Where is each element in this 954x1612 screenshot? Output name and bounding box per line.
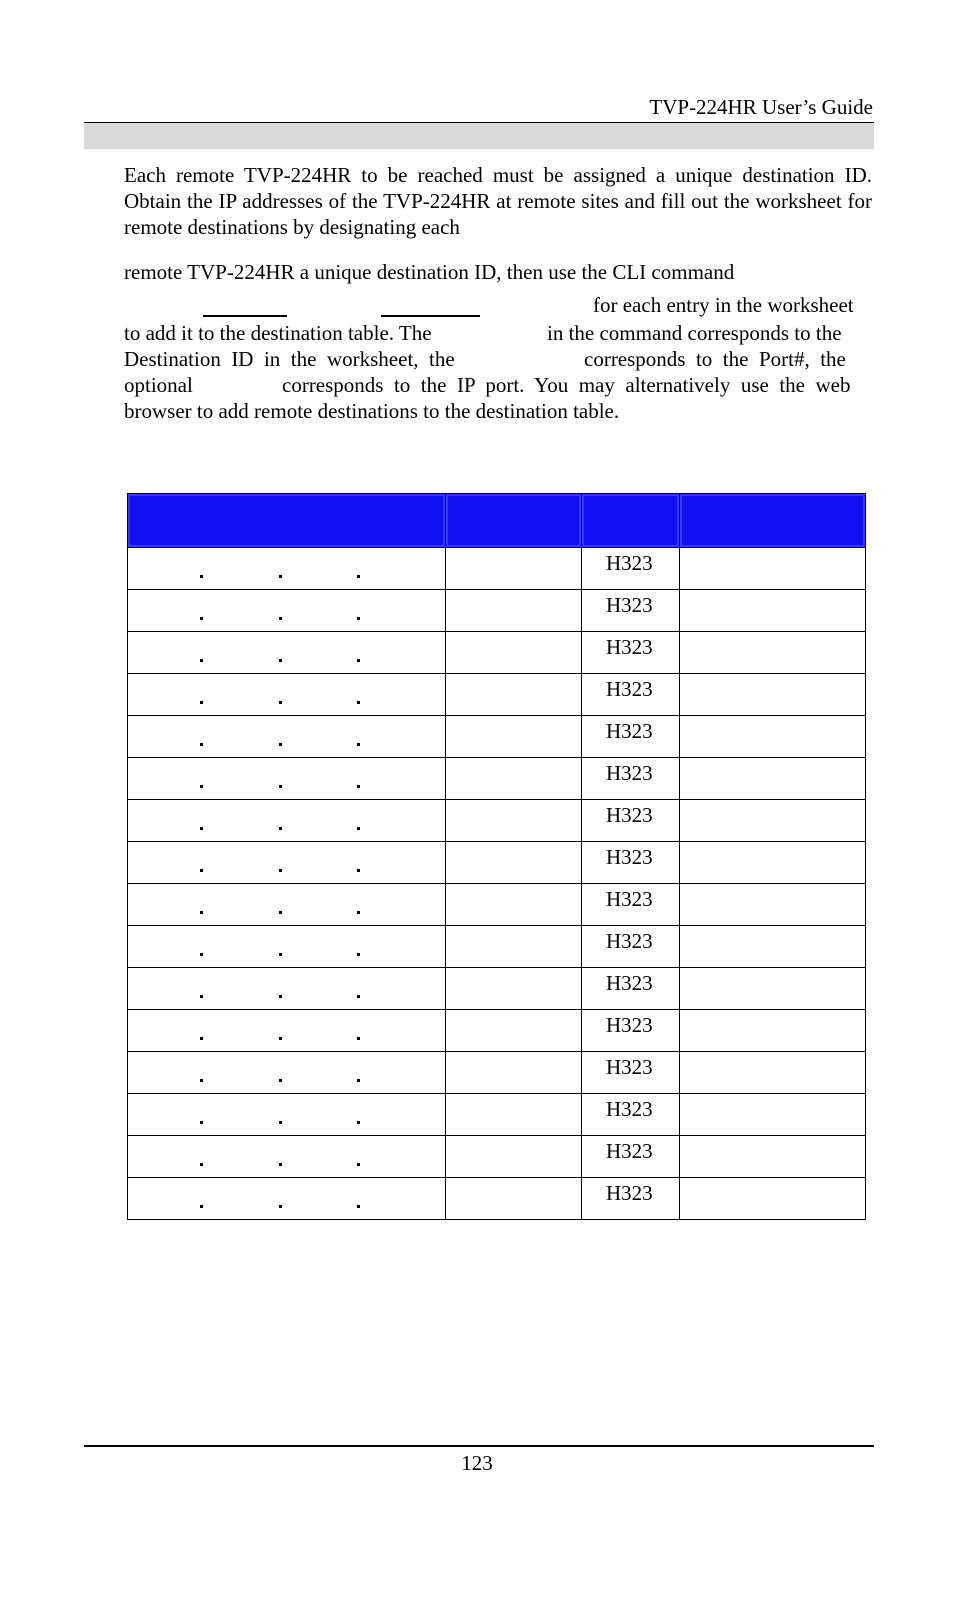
remote-destination-worksheet — [127, 493, 866, 1220]
ip-port-cell — [680, 884, 866, 926]
ip-port-cell — [680, 632, 866, 674]
ip-port-cell — [680, 800, 866, 842]
protocol-cell: H323 — [582, 1178, 680, 1220]
protocol-cell: H323 — [582, 1052, 680, 1094]
text-cmd: in the command corresponds to the — [547, 321, 842, 345]
ip-octet-separator — [357, 785, 360, 788]
ip-octet-separator — [200, 1205, 203, 1208]
protocol-cell: H323 — [582, 716, 680, 758]
table-row — [128, 632, 866, 674]
ip-address-cell — [128, 632, 446, 674]
ip-octet-separator — [357, 869, 360, 872]
ip-octet-separator — [200, 953, 203, 956]
ip-port-cell — [680, 968, 866, 1010]
ip-octet-separator — [200, 785, 203, 788]
table-row — [128, 968, 866, 1010]
ip-octet-separator — [357, 575, 360, 578]
ip-octet-separator — [279, 995, 282, 998]
ip-octet-separator — [200, 575, 203, 578]
table-row — [128, 1136, 866, 1178]
ip-address-cell — [128, 1178, 446, 1220]
ip-octet-separator — [279, 869, 282, 872]
ip-octet-separator — [279, 659, 282, 662]
text-browser: browser to add remote destinations to the destination table. — [124, 399, 620, 423]
ip-octet-separator — [279, 1037, 282, 1040]
ip-address-cell — [128, 1094, 446, 1136]
protocol-cell: H323 — [582, 674, 680, 716]
ip-octet-separator — [279, 953, 282, 956]
table-row — [128, 842, 866, 884]
ip-octet-separator — [200, 1079, 203, 1082]
ip-address-cell — [128, 1010, 446, 1052]
ip-octet-separator — [200, 869, 203, 872]
destination-id-cell — [446, 842, 582, 884]
ip-octet-separator — [357, 953, 360, 956]
ip-octet-separator — [200, 995, 203, 998]
destination-id-cell — [446, 632, 582, 674]
protocol-cell: H323 — [582, 758, 680, 800]
destination-id-cell — [446, 1052, 582, 1094]
ip-octet-separator — [357, 617, 360, 620]
ip-octet-separator — [279, 1079, 282, 1082]
protocol-cell: H323 — [582, 1010, 680, 1052]
ip-port-cell — [680, 1052, 866, 1094]
ip-octet-separator — [357, 1121, 360, 1124]
ip-port-cell — [680, 842, 866, 884]
page-number: 123 — [461, 1451, 493, 1475]
ip-address-cell — [128, 674, 446, 716]
ip-octet-separator — [279, 743, 282, 746]
ip-octet-separator — [279, 827, 282, 830]
header-destination-id — [446, 494, 582, 548]
ip-octet-separator — [279, 1205, 282, 1208]
destination-id-cell — [446, 884, 582, 926]
ip-octet-separator — [357, 743, 360, 746]
ip-port-cell — [680, 590, 866, 632]
table-row — [128, 1094, 866, 1136]
underline-2 — [381, 315, 480, 317]
ip-octet-separator — [279, 1121, 282, 1124]
header-ip-address — [128, 494, 446, 548]
ip-octet-separator — [279, 1163, 282, 1166]
table-row — [128, 926, 866, 968]
ip-port-cell — [680, 1178, 866, 1220]
ip-port-cell — [680, 548, 866, 590]
protocol-cell: H323 — [582, 1136, 680, 1178]
text-ipport: corresponds to the IP port. You may alternatively use the web — [282, 373, 851, 397]
ip-address-cell — [128, 968, 446, 1010]
destination-id-cell — [446, 1010, 582, 1052]
destination-id-cell — [446, 674, 582, 716]
destination-id-cell — [446, 800, 582, 842]
ip-octet-separator — [200, 911, 203, 914]
text-entry: for each entry in the worksheet — [593, 293, 854, 317]
section-band — [84, 123, 874, 149]
ip-octet-separator — [200, 1163, 203, 1166]
ip-address-cell — [128, 842, 446, 884]
intro-paragraph: Each remote TVP-224HR to be reached must be assigned a unique destination ID. Obtain the IP addresses of the TVP-224HR at remote sites and fill out the worksheet for remote destinations by designating each — [124, 163, 872, 239]
table-row — [128, 800, 866, 842]
protocol-cell: H323 — [582, 632, 680, 674]
ip-address-cell — [128, 1136, 446, 1178]
ip-octet-separator — [357, 659, 360, 662]
destination-id-cell — [446, 926, 582, 968]
table-row — [128, 590, 866, 632]
ip-octet-separator — [279, 911, 282, 914]
text-add: to add it to the destination table. The — [124, 321, 432, 345]
ip-port-cell — [680, 1010, 866, 1052]
ip-octet-separator — [357, 1163, 360, 1166]
ip-octet-separator — [200, 1121, 203, 1124]
ip-octet-separator — [200, 617, 203, 620]
table-row — [128, 716, 866, 758]
table-row — [128, 1052, 866, 1094]
protocol-cell: H323 — [582, 800, 680, 842]
header-title: TVP-224HR User’s Guide — [649, 95, 873, 119]
header-protocol — [582, 494, 680, 548]
underline-1 — [203, 315, 287, 317]
ip-address-cell — [128, 926, 446, 968]
ip-octet-separator — [357, 911, 360, 914]
ip-port-cell — [680, 674, 866, 716]
ip-address-cell — [128, 800, 446, 842]
ip-port-cell — [680, 716, 866, 758]
ip-address-cell — [128, 1052, 446, 1094]
ip-address-cell — [128, 884, 446, 926]
ip-address-cell — [128, 758, 446, 800]
ip-address-cell — [128, 548, 446, 590]
ip-octet-separator — [357, 827, 360, 830]
ip-octet-separator — [200, 1037, 203, 1040]
destination-id-cell — [446, 1178, 582, 1220]
destination-id-cell — [446, 1136, 582, 1178]
text-port: corresponds to the Port#, the — [584, 347, 846, 371]
ip-octet-separator — [279, 701, 282, 704]
destination-id-cell — [446, 590, 582, 632]
protocol-cell: H323 — [582, 926, 680, 968]
ip-port-cell — [680, 1094, 866, 1136]
table-row — [128, 884, 866, 926]
ip-octet-separator — [357, 701, 360, 704]
ip-octet-separator — [200, 701, 203, 704]
ip-octet-separator — [279, 785, 282, 788]
ip-octet-separator — [279, 575, 282, 578]
ip-port-cell — [680, 926, 866, 968]
ip-octet-separator — [279, 617, 282, 620]
cli-paragraph: remote TVP-224HR a unique destination ID, then use the CLI command — [124, 260, 735, 284]
protocol-cell: H323 — [582, 590, 680, 632]
ip-octet-separator — [200, 743, 203, 746]
ip-octet-separator — [357, 995, 360, 998]
table-row — [128, 674, 866, 716]
table-row — [128, 1010, 866, 1052]
destination-id-cell — [446, 716, 582, 758]
ip-octet-separator — [357, 1037, 360, 1040]
destination-id-cell — [446, 968, 582, 1010]
destination-id-cell — [446, 758, 582, 800]
protocol-cell: H323 — [582, 842, 680, 884]
table-row — [128, 758, 866, 800]
worksheet-header-row — [128, 494, 866, 548]
ip-port-cell — [680, 758, 866, 800]
protocol-cell: H323 — [582, 884, 680, 926]
ip-address-cell — [128, 716, 446, 758]
table-row — [128, 1178, 866, 1220]
text-optional: optional — [124, 373, 193, 397]
ip-address-cell — [128, 590, 446, 632]
protocol-cell: H323 — [582, 968, 680, 1010]
worksheet-body — [128, 548, 866, 1220]
destination-id-cell — [446, 1094, 582, 1136]
protocol-cell: H323 — [582, 548, 680, 590]
ip-port-cell — [680, 1136, 866, 1178]
destination-id-cell — [446, 548, 582, 590]
text-dest: Destination ID in the worksheet, the — [124, 347, 455, 371]
footer-rule — [84, 1445, 874, 1447]
table-row — [128, 548, 866, 590]
protocol-cell: H323 — [582, 1094, 680, 1136]
ip-octet-separator — [200, 659, 203, 662]
header-ip-port — [680, 494, 866, 548]
ip-octet-separator — [357, 1205, 360, 1208]
ip-octet-separator — [200, 827, 203, 830]
ip-octet-separator — [357, 1079, 360, 1082]
